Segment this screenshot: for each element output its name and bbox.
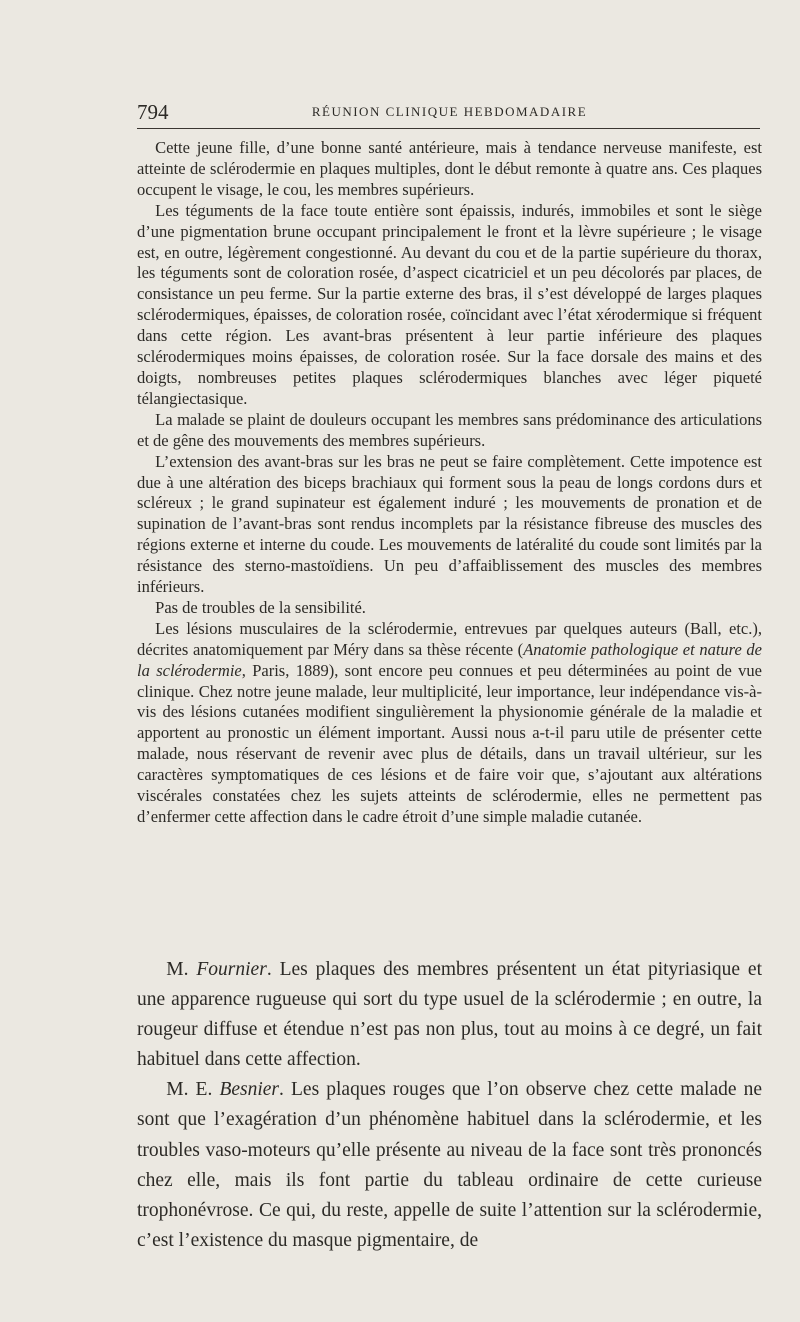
- paragraph-face-and-skin: Les téguments de la face toute entière sont épaissis, indurés, immobiles et sont le siège d’une pigmentation brune occupant principalement le front et la lèvre supérieure ; le visage est, en outre, légèrement congestionné. Au devant du cou et de la partie supérieure du thorax, les téguments sont de coloration rosée, d’aspect cicatriciel et un peu décolorés par places, de consistance un peu ferme. Sur la partie externe des bras, il s’est développé de larges plaques sclérodermiques, épaisses, de coloration rosée, coïncidant avec l’état xérodermique si fréquent dans cette région. Les avant-bras présentent à leur partie inférieure des plaques sclérodermiques moins épaisses, de coloration rosée. Sur la face dorsale des mains et des doigts, nombreuses petites plaques sclérodermiques blanches avec léger piqueté télangiectasique.: [137, 200, 762, 408]
- discussion: [137, 955, 762, 1256]
- speaker-name: Besnier: [219, 1079, 280, 1101]
- paragraph-patient-history: Cette jeune fille, d’une bonne santé antérieure, mais à tendance nerveuse manifeste, est atteinte de sclérodermie en plaques multiples, dont le début remonte à quatre ans. Ces plaques occupent le visage, le cou, les membres supérieurs.: [137, 138, 762, 199]
- lesions-text-start: Les lésions musculaires de la sclérodermie, entrevues par quelques auteurs (Ball, etc.), décrites anatomiquement par Méry dans sa thèse récente (: [137, 618, 762, 659]
- header-rule: [137, 128, 760, 129]
- running-title: RÉUNION CLINIQUE HEBDOMADAIRE: [311, 104, 588, 119]
- speaker-prefix: M.: [166, 959, 197, 980]
- paragraph-movement-limits: L’extension des avant-bras sur les bras ne peut se faire complètement. Cette impotence est due à une altération des biceps brachiaux qui forment sous la peau de longs cordons durs et scléreux ; le grand supinateur est également induré ; les mouvements de pronation et de supination de l’avant-bras sont rendus incomplets par la résistance fibreuse des muscles des régions externe et interne du coude. Les mouvements de latéralité du coude sont limités par la résistance des sterno-mastoïdiens. Un peu d’affaiblissement des muscles des membres inférieurs.: [137, 451, 762, 597]
- remark-text: . Les plaques rouges que l’on observe chez cette malade ne sont que l’exagération d’un phénomène habituel dans la sclérodermie, et les troubles vaso-moteurs qu’elle présente au niveau de la face sont très prononcés chez elle, mais ils font partie du tableau ordinaire de cette curieuse trophonévrose. Ce qui, du reste, appelle de suite l’attention sur la sclérodermie, c’est l’existence du masque pigmentaire, de: [137, 1079, 763, 1251]
- speaker-prefix: M. E.: [166, 1079, 220, 1101]
- paragraph-pain-complaint: La malade se plaint de douleurs occupant les membres sans prédominance des articulations et de gêne des mouvements des membres supérieurs.: [137, 409, 762, 450]
- speaker-name: Fournier: [196, 959, 267, 980]
- case-report: [137, 138, 762, 828]
- page-header: [137, 100, 762, 124]
- remark-besnier: [137, 1075, 762, 1256]
- remark-text: . Les plaques des membres présentent un état pityriasique et une apparence rugueuse qui sort du type usuel de la sclérodermie ; en outre, la rougeur diffuse et étendue n’est pas non plus, tout au moins à ce degré, un fait habituel dans cette affection.: [137, 959, 763, 1071]
- remark-fournier: [137, 955, 762, 1075]
- paragraph-sensibility: Pas de troubles de la sensibilité.: [155, 597, 366, 617]
- citation-title: Anatomie pathologique et nature de la sclérodermie: [137, 639, 762, 680]
- paragraph-muscular-lesions: [137, 619, 762, 828]
- lesions-text-end: , Paris, 1889), sont encore peu connues et peu déterminées au point de vue clinique. Chez notre jeune malade, leur multiplicité, leur importance, leur indépendance vis-à-vis des lésions cutanées modifient singulièrement la physionomie générale de la maladie et apportent au pronostic un élément important. Aussi nous a-t-il paru utile de présenter cette malade, nous réservant de revenir avec plus de détails, dans un travail ultérieur, sur les caractères symptomatiques de ces lésions et de faire voir que, s’ajoutant aux altérations viscérales constatées chez les sujets atteints de sclérodermie, elles ne permettent pas d’enfermer cette affection dans le cadre étroit d’une simple maladie cutanée.: [137, 660, 762, 826]
- page-number: 794: [137, 100, 169, 124]
